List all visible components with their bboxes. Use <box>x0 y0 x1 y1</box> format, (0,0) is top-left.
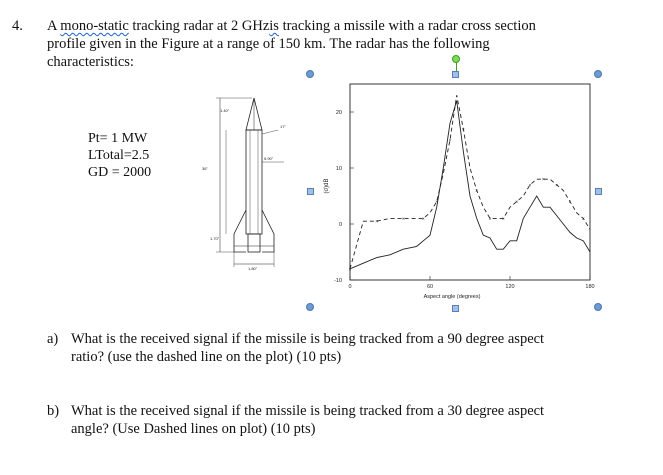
data-point-marker: × <box>568 199 572 206</box>
data-point-marker: × <box>541 177 545 184</box>
question-line-1-e: tracking a missile with a radar cross section <box>278 18 536 34</box>
data-point-marker: × <box>421 216 425 223</box>
data-point-marker: × <box>401 216 405 223</box>
y-tick-label: 20 <box>335 110 342 116</box>
data-point-marker: × <box>581 216 585 223</box>
data-point-marker: × <box>488 216 492 223</box>
y-tick-label: 0 <box>338 222 342 228</box>
data-point-marker: × <box>435 199 439 206</box>
param-pt: Pt= 1 MW <box>88 131 148 146</box>
data-point-marker: × <box>461 126 465 133</box>
x-tick-label: 120 <box>505 284 515 290</box>
part-a-line-2: ratio? (use the dashed line on the plot) (10 pts) <box>71 349 342 365</box>
missile-dim-6: 1.80" <box>248 266 258 271</box>
x-tick-label: 180 <box>585 284 595 290</box>
question-line-2: profile given in the Figure at a range of 150 km. The radar has the following <box>47 36 490 52</box>
data-point-marker: × <box>475 188 479 195</box>
dashed-series-line <box>350 95 590 269</box>
missile-dim-4: 36" <box>202 166 208 171</box>
question-line-1-c: tracking radar at 2 GHz <box>128 18 270 34</box>
data-point-marker: × <box>501 216 505 223</box>
question-line-1-b: mono-static <box>60 18 129 34</box>
resize-handle-bottom-center[interactable] <box>452 305 459 312</box>
x-tick-label: 0 <box>348 284 352 290</box>
data-point-marker: × <box>515 199 519 206</box>
part-a-label: a) <box>47 331 59 347</box>
part-b-line-1: What is the received signal if the missile is being tracked from a 30 degree aspect <box>71 403 545 419</box>
part-b-label: b) <box>47 403 60 419</box>
question-number: 4. <box>12 18 23 34</box>
data-point-marker: × <box>528 182 532 189</box>
missile-drawing <box>196 92 296 272</box>
missile-dim-1: 1.40" <box>220 108 230 113</box>
plot-frame <box>350 84 590 280</box>
x-tick-label: 60 <box>426 284 434 290</box>
question-line-3: characteristics: <box>47 54 134 70</box>
data-point-marker: × <box>375 219 379 226</box>
rotate-handle-stem <box>456 62 457 71</box>
data-point-marker: × <box>448 138 452 144</box>
missile-dim-2: 17" <box>280 124 286 129</box>
resize-handle-top-left[interactable] <box>306 70 314 78</box>
data-point-marker: × <box>348 266 352 273</box>
question-line-1 <box>47 17 536 35</box>
rcs-chart <box>310 78 600 306</box>
y-tick-label: -10 <box>334 278 342 284</box>
question-line-1-d: is <box>269 18 279 34</box>
param-ltotal: LTotal=2.5 <box>88 148 150 163</box>
part-b-line-2: angle? (Use Dashed lines on plot) (10 pts) <box>71 421 316 437</box>
param-gd: GD = 2000 <box>88 165 152 180</box>
y-tick-label: 10 <box>335 166 342 172</box>
resize-handle-top-center[interactable] <box>452 71 459 78</box>
missile-dim-3: 5.90" <box>264 156 274 161</box>
resize-handle-top-right[interactable] <box>594 70 602 78</box>
y-axis-label: (σ)dB <box>324 178 330 194</box>
x-axis-label: Aspect angle (degrees) <box>423 294 481 300</box>
solid-series-line <box>350 101 590 269</box>
data-point-marker: × <box>555 182 559 189</box>
question-line-1-a: A <box>47 18 61 34</box>
part-a-line-1: What is the received signal if the missile is being tracked from a 90 degree aspect <box>71 331 545 347</box>
missile-dim-5: 1.70" <box>210 236 220 241</box>
